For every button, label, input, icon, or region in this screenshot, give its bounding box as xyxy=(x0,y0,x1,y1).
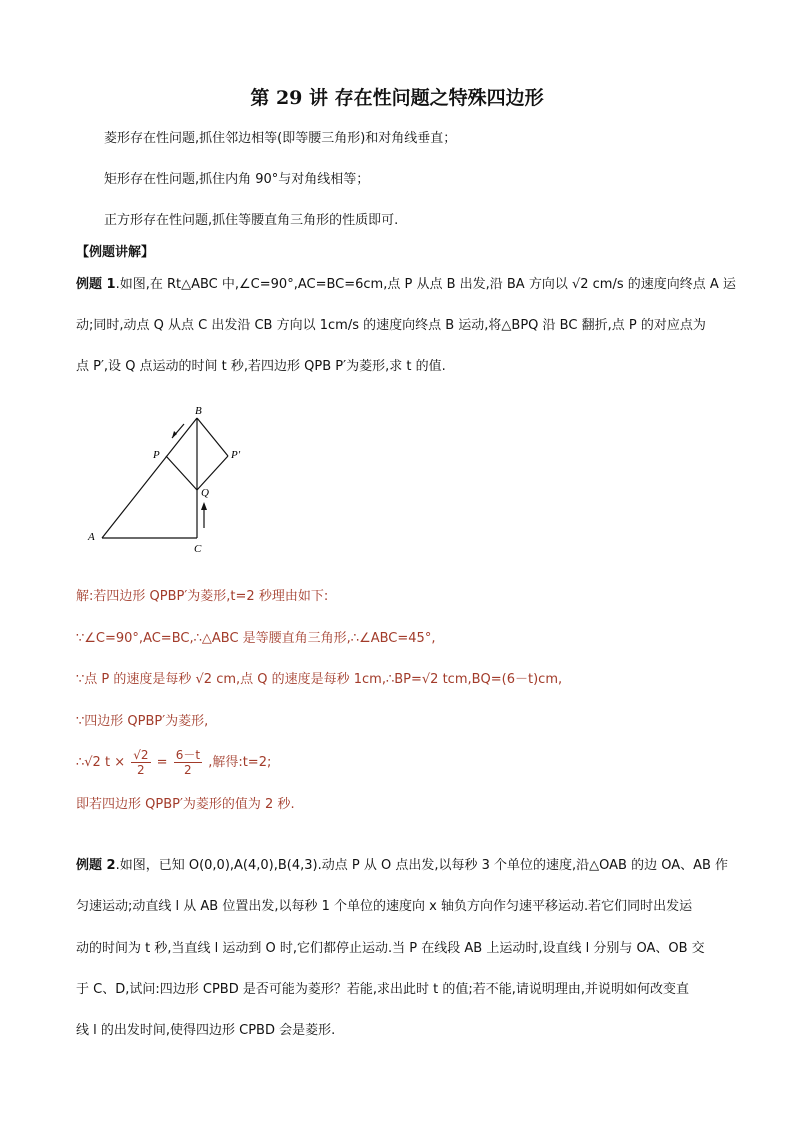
label-c: C xyxy=(194,543,202,555)
equation-left: ∴√2 t × xyxy=(76,755,126,770)
fraction1-denominator: 2 xyxy=(137,763,145,777)
solution1-equation xyxy=(76,748,271,777)
example2-line2: 匀速运动;动直线 l 从 AB 位置出发,以每秒 1 个单位的速度向 x 轴负方向作匀速平移运动.若它们同时出发运 xyxy=(76,899,693,914)
fraction2-denominator: 2 xyxy=(184,763,192,777)
solution1-line2: ∵∠C=90°,AC=BC,∴△ABC 是等腰直角三角形,∴∠ABC=45°, xyxy=(76,631,436,646)
example2-line5: 线 l 的出发时间,使得四边形 CPBD 会是菱形. xyxy=(76,1023,336,1038)
label-p: P xyxy=(153,449,160,461)
solution1-line3: ∵点 P 的速度是每秒 √2 cm,点 Q 的速度是每秒 1cm,∴BP=√2 tcm,BQ=(6－t)cm, xyxy=(76,672,563,687)
equation-result: ,解得:t=2; xyxy=(208,755,272,770)
label-p-prime: P′ xyxy=(231,449,241,461)
intro-square: 正方形存在性问题,抓住等腰直角三角形的性质即可. xyxy=(104,213,399,228)
page-title: 第 29 讲 存在性问题之特殊四边形 xyxy=(250,87,544,109)
fraction-6-minus-t-over-2 xyxy=(174,748,202,777)
label-b: B xyxy=(195,405,202,417)
example1-line3: 点 P′,设 Q 点运动的时间 t 秒,若四边形 QPB P′为菱形,求 t 的值. xyxy=(76,359,446,374)
fraction1-numerator: √2 xyxy=(133,748,149,762)
intro-rhombus: 菱形存在性问题,抓住邻边相等(即等腰三角形)和对角线垂直； xyxy=(104,131,457,146)
intro-rectangle: 矩形存在性问题,抓住内角 90°与对角线相等； xyxy=(104,172,370,187)
solution1-line4: ∵四边形 QPBP′为菱形, xyxy=(76,714,209,729)
example2-text1: .如图，已知 O(0,0),A(4,0),B(4,3).动点 P 从 O 点出发,以每秒 3 个单位的速度,沿△OAB 的边 OA、AB 作 xyxy=(115,858,729,873)
fraction2-numerator: 6－t xyxy=(175,748,201,762)
example2-line1 xyxy=(76,857,728,875)
segment-pq xyxy=(166,456,197,490)
arrow-q-head xyxy=(201,502,207,510)
equation-equals: = xyxy=(156,755,168,770)
solution1-conclusion: 即若四边形 QPBP′为菱形的值为 2 秒. xyxy=(76,797,295,812)
example2-line3: 动的时间为 t 秒,当直线 l 运动到 O 时,它们都停止运动.当 P 在线段 AB 上运动时,设直线 l 分别与 OA、OB 交 xyxy=(76,941,705,956)
segment-bp2 xyxy=(197,418,228,456)
example1-label: 例题 1 xyxy=(76,277,116,292)
example1-line1 xyxy=(76,276,736,294)
fraction-sqrt2-over-2 xyxy=(131,748,150,777)
triangle-figure xyxy=(80,400,260,560)
arrow-p-head xyxy=(172,431,177,438)
section-header: 【例题讲解】 xyxy=(76,245,155,260)
example2-label: 例题 2 xyxy=(76,858,116,873)
side-ab xyxy=(102,418,197,538)
example1-text1: .如图,在 Rt△ABC 中,∠C=90°,AC=BC=6cm,点 P 从点 B 出发,沿 BA 方向以 √2 cm/s 的速度向终点 A 运 xyxy=(115,277,736,292)
example2-line4: 于 C、D,试问:四边形 CPBD 是否可能为菱形？若能,求出此时 t 的值;若不能,请说明理由,并说明如何改变直 xyxy=(76,982,689,997)
label-a: A xyxy=(88,531,95,543)
example1-line2: 动;同时,动点 Q 从点 C 出发沿 CB 方向以 1cm/s 的速度向终点 B 运动,将△BPQ 沿 BC 翻折,点 P 的对应点为 xyxy=(76,318,706,333)
solution1-line1: 解:若四边形 QPBP′为菱形,t=2 秒理由如下: xyxy=(76,589,329,604)
label-q: Q xyxy=(201,487,209,499)
segment-p2q xyxy=(197,456,228,490)
